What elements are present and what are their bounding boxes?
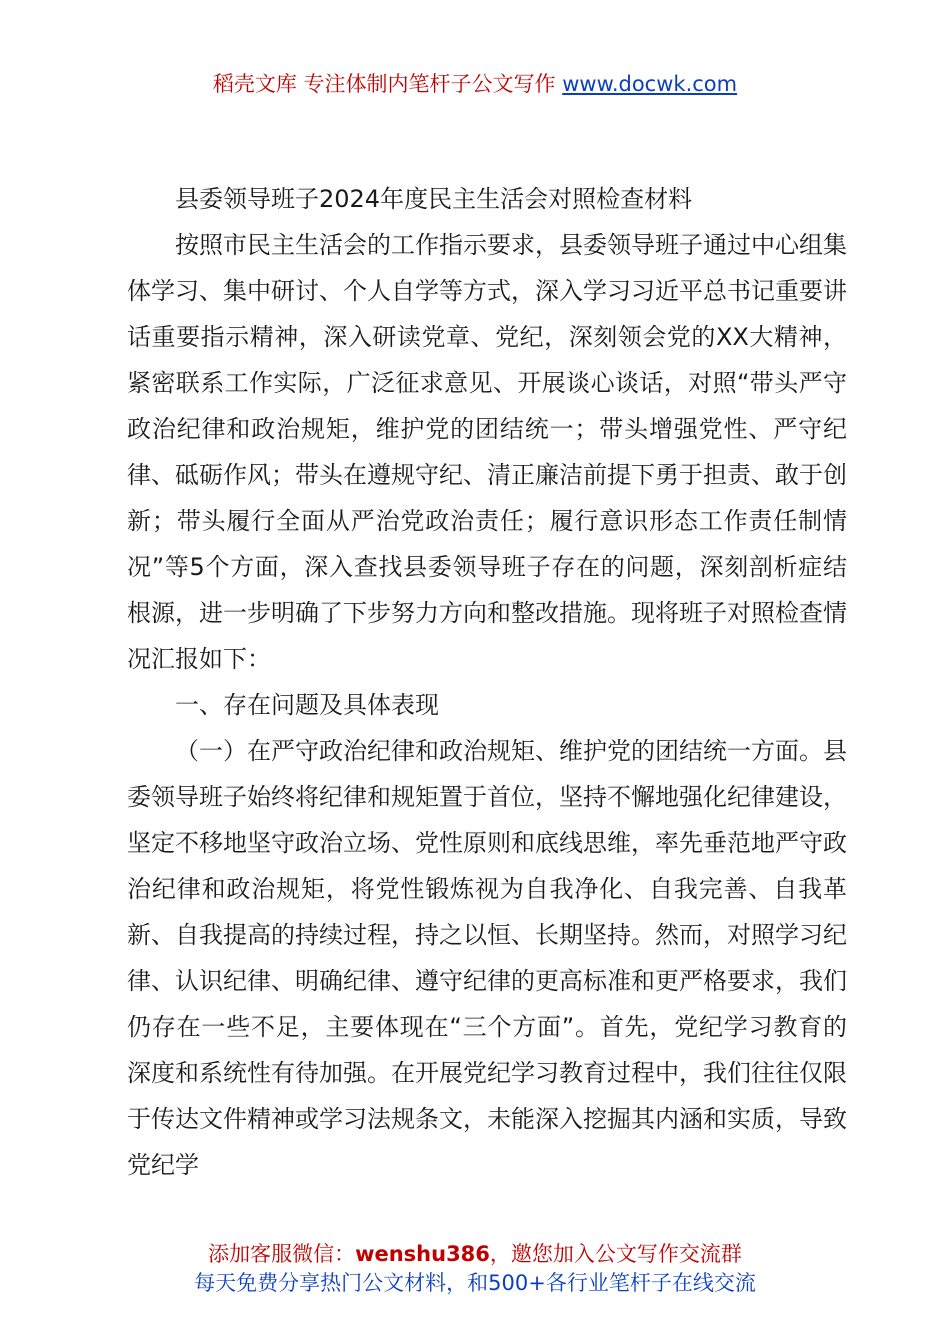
subsection-paragraph: （一）在严守政治纪律和政治规矩、维护党的团结统一方面。县委领导班子始终将纪律和规矩置于首位，坚持不懈地强化纪律建设，坚定不移地坚守政治立场、党性原则和底线思维，率先垂范地严守政治纪律和政治规矩，将党性锻炼视为自我净化、自我完善、自我革新、自我提高的持续过程，持之以恒、长期坚持。然而，对照学习纪律、认识纪律、明确纪律、遵守纪律的更高标准和更严格要求，我们仍存在一些不足，主要体现在“三个方面”。首先，党纪学习教育的深度和系统性有待加强。在开展党纪学习教育过程中，我们往往仅限于传达文件精神或学习法规条文，未能深入挖掘其内涵和实质，导致党纪学 [127, 737, 847, 1179]
footer-contact-suffix: ，邀您加入公文写作交流群 [489, 1242, 742, 1266]
footer-contact-line [0, 1240, 950, 1269]
site-brand: 稻壳文库 专注体制内笔杆子公文写作 [212, 72, 563, 96]
document-body [127, 176, 847, 1188]
wechat-id: wenshu386 [355, 1242, 490, 1266]
site-header [0, 70, 950, 98]
promo-footer [0, 1240, 950, 1298]
intro-paragraph: 按照市民主生活会的工作指示要求，县委领导班子通过中心组集体学习、集中研讨、个人自学等方式，深入学习习近平总书记重要讲话重要指示精神，深入研读党章、党纪，深刻领会党的XX大精神，紧密联系工作实际，广泛征求意见、开展谈心谈话，对照“带头严守政治纪律和政治规矩，维护党的团结统一；带头增强党性、严守纪律、砥砺作风；带头在遵规守纪、清正廉洁前提下勇于担责、敢于创新；带头履行全面从严治党政治责任；履行意识形态工作责任制情况”等5个方面，深入查找县委领导班子存在的问题，深刻剖析症结根源，进一步明确了下步努力方向和整改措施。现将班子对照检查情况汇报如下： [127, 231, 847, 673]
section-heading: 一、存在问题及具体表现 [175, 691, 439, 719]
site-url-link[interactable]: www.docwk.com [562, 72, 738, 96]
document-title: 县委领导班子2024年度民主生活会对照检查材料 [175, 185, 693, 213]
footer-promo-line: 每天免费分享热门公文材料，和500+各行业笔杆子在线交流 [194, 1271, 756, 1295]
footer-contact-prefix: 添加客服微信： [208, 1242, 356, 1266]
